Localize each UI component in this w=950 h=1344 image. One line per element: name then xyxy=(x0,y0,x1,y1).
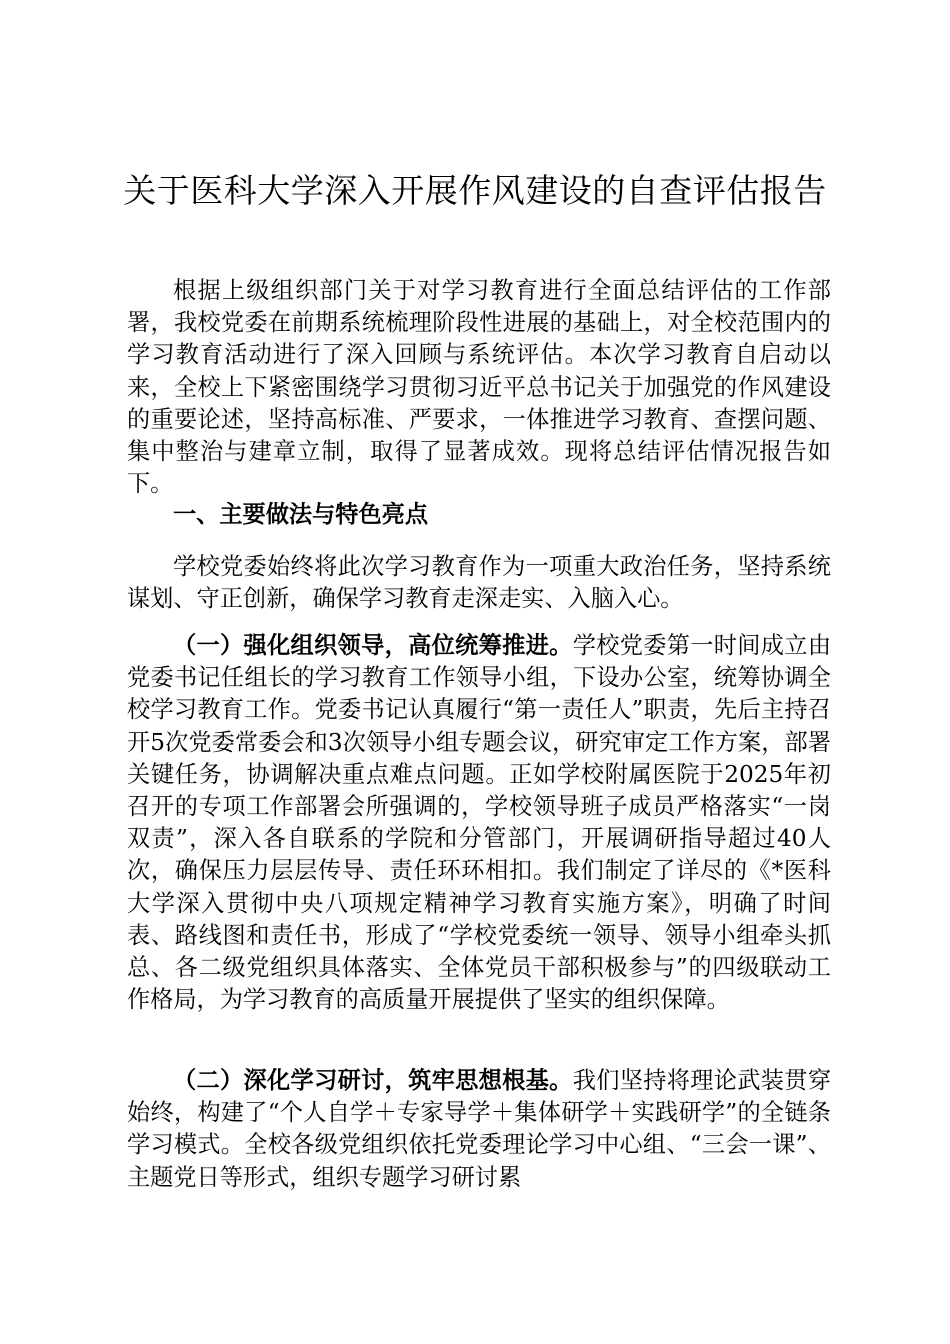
intro-paragraph: 根据上级组织部门关于对学习教育进行全面总结评估的工作部署，我校党委在前期系统梳理阶段性进展的基础上，对全校范围内的学习教育活动进行了深入回顾与系统评估。本次学习教育自启动以来，全校上下紧密围绕学习贯彻习近平总书记关于加强党的作风建设的重要论述，坚持高标准、严要求，一体推进学习教育、查摆问题、集中整治与建章立制，取得了显著成效。现将总结评估情况报告如下。 xyxy=(127,277,831,498)
section-overview-paragraph: 学校党委始终将此次学习教育作为一项重大政治任务，坚持系统谋划、守正创新，确保学习教育走深走实、入脑入心。 xyxy=(127,553,831,613)
subsection-lead-1: （一）强化组织领导，高位统筹推进。 xyxy=(173,632,573,659)
section-heading: 一、主要做法与特色亮点 xyxy=(173,501,429,528)
subsection-text-2: 我们坚持将理论武装贯穿始终，构建了“个人自学＋专家导学＋集体研学＋实践研学”的全链条学习模式。全校各级党组织依托党委理论学习中心组、“三会一课”、主题党日等形式，组织专题学习研讨累 xyxy=(127,1067,832,1191)
subsection-paragraph-1 xyxy=(127,630,831,1016)
subsection-text-1: 学校党委第一时间成立由党委书记任组长的学习教育工作领导小组，下设办公室，统筹协调全校学习教育工作。党委书记认真履行“第一责任人”职责，先后主持召开5次党委常委会和3次领导小组专题会议，研究审定工作方案，部署关键任务，协调解决重点难点问题。正如学校附属医院于2025年初召开的专项工作部署会所强调的，学校领导班子成员严格落实“一岗双责”，深入各自联系的学院和分管部门，开展调研指导超过40人次，确保压力层层传导、责任环环相扣。我们制定了详尽的《*医科大学深入贯彻中央八项规定精神学习教育实施方案》，明确了时间表、路线图和责任书，形成了“学校党委统一领导、领导小组牵头抓总、各二级党组织具体落实、全体党员干部积极参与”的四级联动工作格局，为学习教育的高质量开展提供了坚实的组织保障。 xyxy=(127,632,832,1014)
subsection-lead-2: （二）深化学习研讨，筑牢思想根基。 xyxy=(173,1067,573,1094)
document-title: 关于医科大学深入开展作风建设的自查评估报告 xyxy=(123,171,827,210)
subsection-paragraph-2 xyxy=(127,1065,831,1194)
